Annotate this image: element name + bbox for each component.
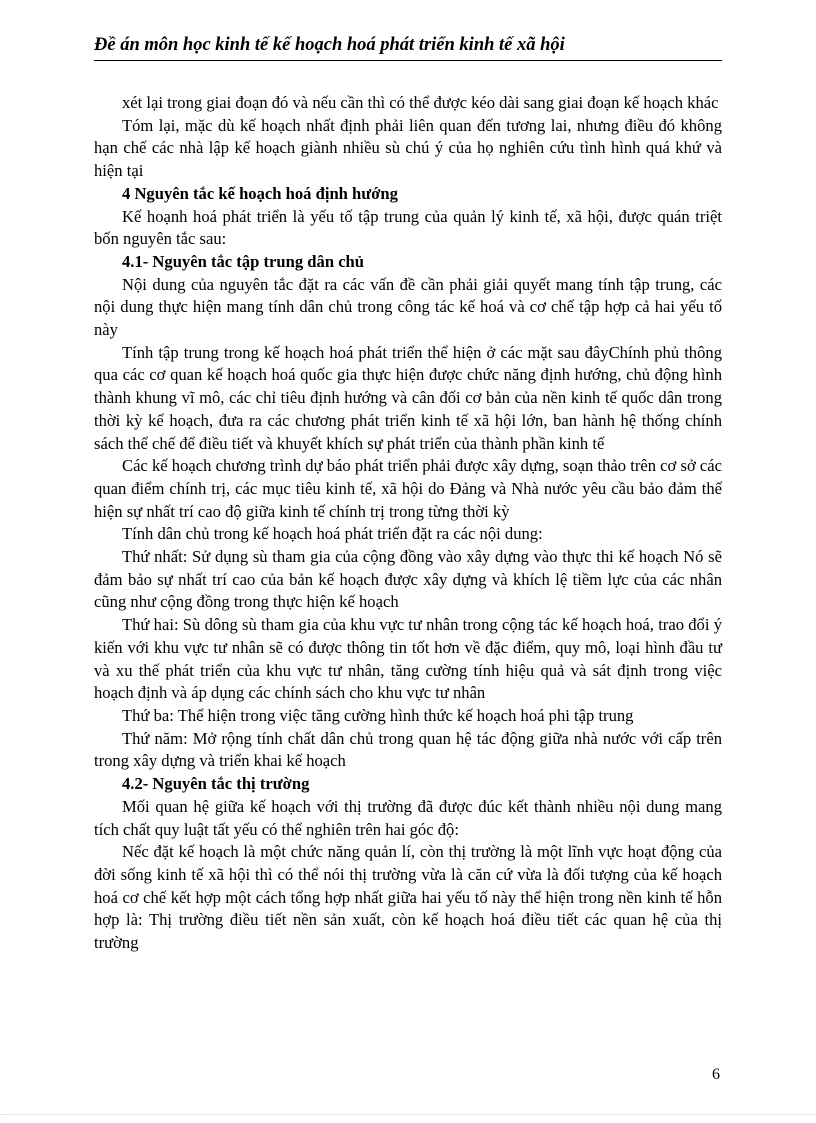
section-heading: 4.2- Nguyên tắc thị trường: [122, 774, 310, 794]
section-heading: 4.1- Nguyên tắc tập trung dân chủ: [122, 251, 365, 271]
page-number: 6: [712, 1066, 720, 1083]
paragraph: Tóm lại, mặc dù kế hoạch nhất định phải liên quan đến tương lai, nhưng điều đó không hạn chế các nhà lập kế hoạch giành nhiều sù chú ý của họ nghiên cứu tình hình quá khứ và hiện tại: [94, 115, 722, 181]
paragraph: Mối quan hệ giữa kế hoạch với thị trường đã được đúc kết thành nhiều nội dung mang tích chất quy luật tất yếu có thể nghiên trên hai góc độ:: [94, 796, 722, 839]
paragraph: Kế hoạnh hoá phát triển là yếu tố tập trung của quản lý kinh tế, xã hội, được quán triệt bốn nguyên tắc sau:: [94, 206, 722, 249]
footer-rule: [0, 1114, 816, 1115]
paragraph: Thứ nhất: Sử dụng sù tham gia của cộng đồng vào xây dựng vào thực thi kế hoạch Nó sẽ đảm bảo sự nhất trí cao của bản kế hoạch được xây dựng và khích lệ tiềm lực của các nhân cũng như cộng đồng trong thực hiện kế hoạch: [94, 547, 722, 612]
document-body: [94, 92, 722, 955]
header-rule: [94, 60, 722, 61]
paragraph: Tính dân chủ trong kế hoạch hoá phát triển đặt ra các nội dung:: [122, 524, 543, 544]
paragraph: Thứ hai: Sù dông sù tham gia của khu vực tư nhân trong cộng tác kế hoạch hoá, trao đổi ý kiến với khu vực tư nhân sẽ có được thông tin tốt hơn về đặc điểm, quy mô, loại hình đầu tư và xu thế phát triển của khu vực tư nhân, tăng cường tính hiệu quả và sát định trong việc hoạch định và áp dụng các chính sách cho khu vực tư nhân: [94, 615, 722, 703]
paragraph: Thứ năm: Mở rộng tính chất dân chủ trong quan hệ tác động giữa nhà nước với cấp trên trong xây dựng và triển khai kế hoạch: [94, 728, 722, 771]
paragraph: Tính tập trung trong kế hoạch hoá phát triển thể hiện ở các mặt sau đâyChính phủ thông qua các cơ quan kế hoạch hoá quốc gia thực hiện được chức năng định hướng, chủ động hình thành khung vĩ mô, các chỉ tiêu định hướng và cân đối cơ bản của nền kinh tế quốc dân trong thời kỳ kế hoạch, đưa ra các chương phát triển kinh tế xã hội lớn, ban hành hệ thống chính sách thể chế để điều tiết và khuyết khích sự phát triển của thành phần kinh tế: [94, 342, 722, 453]
paragraph: Các kế hoạch chương trình dự báo phát triển phải được xây dựng, soạn thảo trên cơ sở các quan điểm chính trị, các mục tiêu kinh tế, xã hội do Đảng và Nhà nước yêu cầu bảo đảm thể hiện sự nhất trí cao độ giữa kinh tế chính trị trong từng thời kỳ: [94, 456, 722, 521]
section-heading: 4 Nguyên tắc kế hoạch hoá định hướng: [122, 183, 398, 203]
paragraph: xét lại trong giai đoạn đó và nếu cần thì có thể được kéo dài sang giai đoạn kế hoạch khác: [122, 93, 719, 112]
paragraph: Nội dung của nguyên tắc đặt ra các vấn đề cần phải giải quyết mang tính tập trung, các nội dung thực hiện mang tính dân chủ trong công tác kế hoá và cơ chế tập hợp cả hai yếu tố này: [94, 274, 722, 340]
document-header: Đề án môn học kinh tế kế hoạch hoá phát triển kinh tế xã hội: [94, 35, 565, 55]
paragraph: Nếc đặt kế hoạch là một chức năng quản lí, còn thị trường là một lĩnh vực hoạt động của đời sống kinh tế xã hội thì có thể nói thị trường vừa là căn cứ vừa là đối tượng của kế hoạch hoá cơ chế kết hợp một cách tổng hợp nhất giữa hai yếu tố này thể hiện trong nền kinh tế hỗn hợp là: Thị trường điều tiết nền sản xuất, còn kế hoạch hoá điều tiết các quan hệ của thị trường: [94, 842, 722, 953]
paragraph: Thứ ba: Thể hiện trong việc tăng cường hình thức kế hoạch hoá phi tập trung: [122, 705, 634, 725]
